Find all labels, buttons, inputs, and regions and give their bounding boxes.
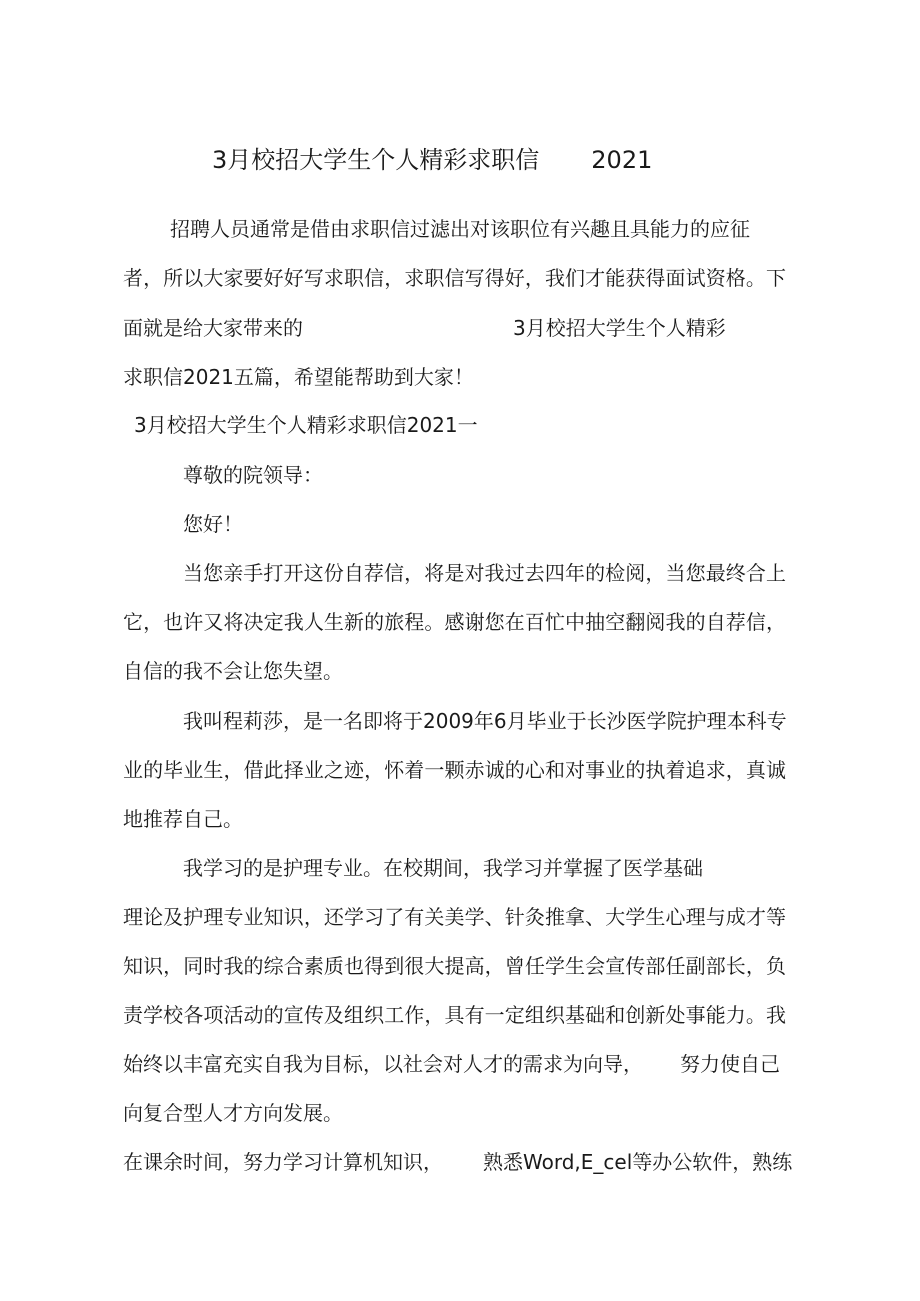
para4-line-1b: 熟悉Word,E_cel等办公软件，熟练 (483, 1150, 793, 1174)
section-heading: 3月校招大学生个人精彩求职信2021一 (134, 413, 478, 437)
salutation: 尊敬的院领导： (183, 463, 323, 487)
title-main: 3月校招大学生个人精彩求职信 (212, 146, 540, 174)
para2-line-3: 地推荐自己。 (123, 807, 243, 831)
para3-line-2: 理论及护理专业知识，还学习了有关美学、针灸推拿、大学生心理与成才等 (123, 905, 786, 929)
para3-line-5a: 始终以丰富充实自我为目标，以社会对人才的需求为向导， (123, 1052, 643, 1076)
para2-line-2: 业的毕业生，借此择业之迹，怀着一颗赤诚的心和对事业的执着追求，真诚 (123, 758, 786, 782)
para2-line-1: 我叫程莉莎，是一名即将于2009年6月毕业于长沙医学院护理本科专 (183, 709, 787, 733)
intro-line-2: 者，所以大家要好好写求职信，求职信写得好，我们才能获得面试资格。下 (123, 266, 786, 290)
intro-line-1: 招聘人员通常是借由求职信过滤出对该职位有兴趣且具能力的应征 (170, 217, 750, 241)
para3-line-6: 向复合型人才方向发展。 (123, 1101, 343, 1125)
para1-line-3: 自信的我不会让您失望。 (123, 659, 343, 683)
document-title (212, 145, 652, 175)
para1-line-2: 它，也许又将决定我人生新的旅程。感谢您在百忙中抽空翻阅我的自荐信， (123, 610, 786, 634)
para1-line-1: 当您亲手打开这份自荐信，将是对我过去四年的检阅，当您最终合上 (183, 561, 786, 585)
title-year: 2021 (591, 146, 653, 174)
intro-line-3a: 面就是给大家带来的 (123, 316, 303, 340)
intro-line-4: 求职信2021五篇，希望能帮助到大家！ (123, 365, 474, 389)
para3-line-3: 知识，同时我的综合素质也得到很大提高，曾任学生会宣传部任副部长，负 (123, 954, 786, 978)
para3-line-4: 责学校各项活动的宣传及组织工作，具有一定组织基础和创新处事能力。我 (123, 1003, 786, 1027)
para4-line-1a: 在课余时间，努力学习计算机知识， (123, 1150, 443, 1174)
intro-line-3b: 3月校招大学生个人精彩 (513, 316, 726, 340)
para3-line-5b: 努力使自己 (680, 1052, 780, 1076)
greeting: 您好！ (183, 512, 243, 536)
para3-line-1: 我学习的是护理专业。在校期间，我学习并掌握了医学基础 (183, 856, 703, 880)
